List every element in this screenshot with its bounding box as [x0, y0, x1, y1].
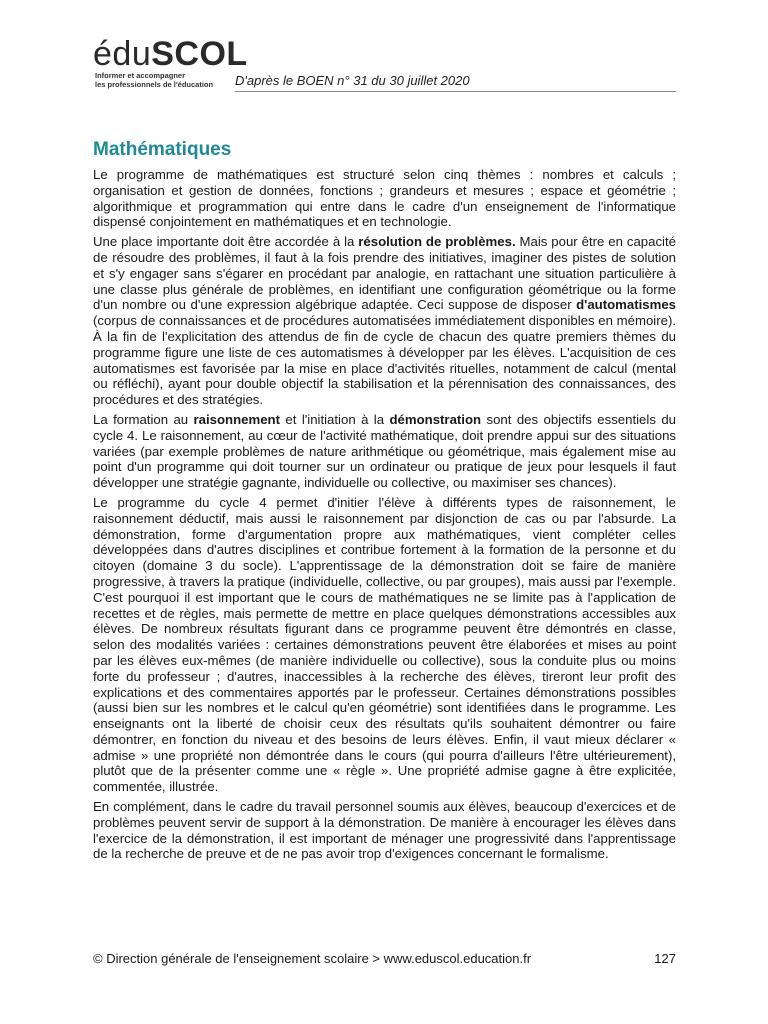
paragraph-4: Le programme du cycle 4 permet d'initier l'élève à différents types de raisonnement, le raisonnement déductif, mais aussi le raisonnement par disjonction de cas ou par l'absurde. La démonstration, forme d'argumentation propre aux mathématiques, vient compléter celles développées dans d'autres disciplines et contribue fortement à la formation de la personne et du citoyen (domaine 3 du socle). L'apprentissage de la démonstration doit se faire de manière progressive, à travers la pratique (individuelle, collective, ou par groupes), mais aussi par l'exemple. C'est pourquoi il est important que le cours de mathématiques ne se limite pas à l'application de recettes et de règles, mais permette de mettre en place quelques démonstrations accessibles aux élèves. De nombreux résultats figurant dans ce programme peuvent être démontrés en classe, selon des modalités variées : certaines démonstrations peuvent être élaborées et mises au point par les élèves eux-mêmes (de manière individuelle ou collective), sous la conduite plus ou moins forte du professeur ; d'autres, inaccessibles à la recherche des élèves, tireront leur profit des explications et des commentaires apportés par le professeur. Certaines démonstrations possibles (aussi bien sur les nombres et le calcul qu'en géométrie) sont identifiées dans le programme. Les enseignants ont la liberté de choisir ceux des résultats qu'ils souhaitent démontrer ou faire démontrer, en fonction du niveau et des besoins de leurs élèves. Enfin, il vaut mieux déclarer « admise » une propriété non démontrée dans le cours (qui pourra d'ailleurs l'être ultérieurement), plutôt que de la présenter comme une « règle ». Une propriété admise gagne à être explicitée, commentée, illustrée.: [93, 494, 676, 795]
paragraph-3: [93, 412, 676, 491]
logo-text-bold: SCOL: [151, 35, 248, 73]
page-title: Mathématiques: [93, 139, 232, 160]
footer-copyright: © Direction générale de l'enseignement scolaire > www.eduscol.education.fr: [93, 951, 532, 966]
eduscol-logo: [93, 36, 248, 72]
paragraph-5: En complément, dans le cadre du travail personnel soumis aux élèves, beaucoup d'exercices et de problèmes peuvent servir de support à la démonstration. De manière à encourager les élèves dans l'exercice de la démonstration, il est important de ménager une progressivité dans l'apprentissage de la recherche de preuve et de ne pas avoir trop d'exigences concernant le formalisme.: [93, 799, 676, 862]
logo-tagline-line-1: Informer et accompagner: [95, 71, 186, 80]
paragraph-3-part-e: sont des objectifs essentiels du cycle 4. Le raisonnement, au cœur de l'activité mathématique, doit prendre appui sur des situations variées (par exemple problèmes de nature arithmétique ou géométrique, mais également mise au point d'un programme qui doit tourner sur un ordinateur ou pratique de jeux pour lesquels il faut développer une stratégie gagnante, individuelle ou collective, ou maximiser ses chances).: [93, 411, 676, 491]
paragraph-2-part-e: (corpus de connaissances et de procédures automatisées immédiatement disponibles en mémoire). À la fin de l'explicitation des attendus de fin de cycle de chacun des quatre premiers thèmes du programme figure une liste de ces automatismes à développer par les élèves. L'acquisition de ces automatismes est favorisée par la mise en place d'activités rituelles, notamment de calcul (mental ou réfléchi), ayant pour double objectif la stabilisation et la pérennisation des connaissances, des procédures et des stratégies.: [93, 313, 676, 408]
keyword-demonstration: démonstration: [389, 411, 482, 427]
paragraph-3-part-c: et l'initiation à la: [280, 411, 390, 427]
logo-text-light: édu: [93, 35, 152, 73]
body-text: [93, 167, 676, 866]
paragraph-2-part-a: Une place importante doit être accordée à la: [93, 234, 359, 250]
keyword-resolution-de-problemes: résolution de problèmes.: [358, 234, 516, 250]
paragraph-2-part-c: Mais pour être en capacité de résoudre des problèmes, il faut à la fois prendre des initiatives, imaginer des pistes de solution et s'y engager sans s'égarer en procédant par analogie, en rattachant une situation particulière à une classe plus générale de problèmes, en identifiant une configuration géométrique ou la forme d'un nombre ou d'une expression algébrique adaptée. Ceci suppose de disposer: [93, 234, 676, 313]
keyword-raisonnement: raisonnement: [193, 411, 281, 427]
page-number: 127: [654, 951, 676, 966]
paragraph-1: Le programme de mathématiques est structuré selon cinq thèmes : nombres et calculs ; organisation et gestion de données, fonctions ; grandeurs et mesures ; espace et géométrie ; algorithmique et programmation qui entre dans le cadre d'un enseignement de l'informatique dispensé conjointement en mathématiques et en technologie.: [93, 167, 676, 230]
keyword-automatismes: d'automatismes: [576, 297, 676, 313]
paragraph-2: [93, 234, 676, 408]
paragraph-3-part-a: La formation au: [93, 411, 194, 427]
logo-tagline: [95, 72, 235, 89]
header-divider: [235, 91, 676, 92]
logo-tagline-line-2: les professionnels de l'éducation: [95, 79, 214, 89]
boen-reference: D'après le BOEN n° 31 du 30 juillet 2020: [235, 73, 470, 88]
page-header: [93, 36, 676, 92]
